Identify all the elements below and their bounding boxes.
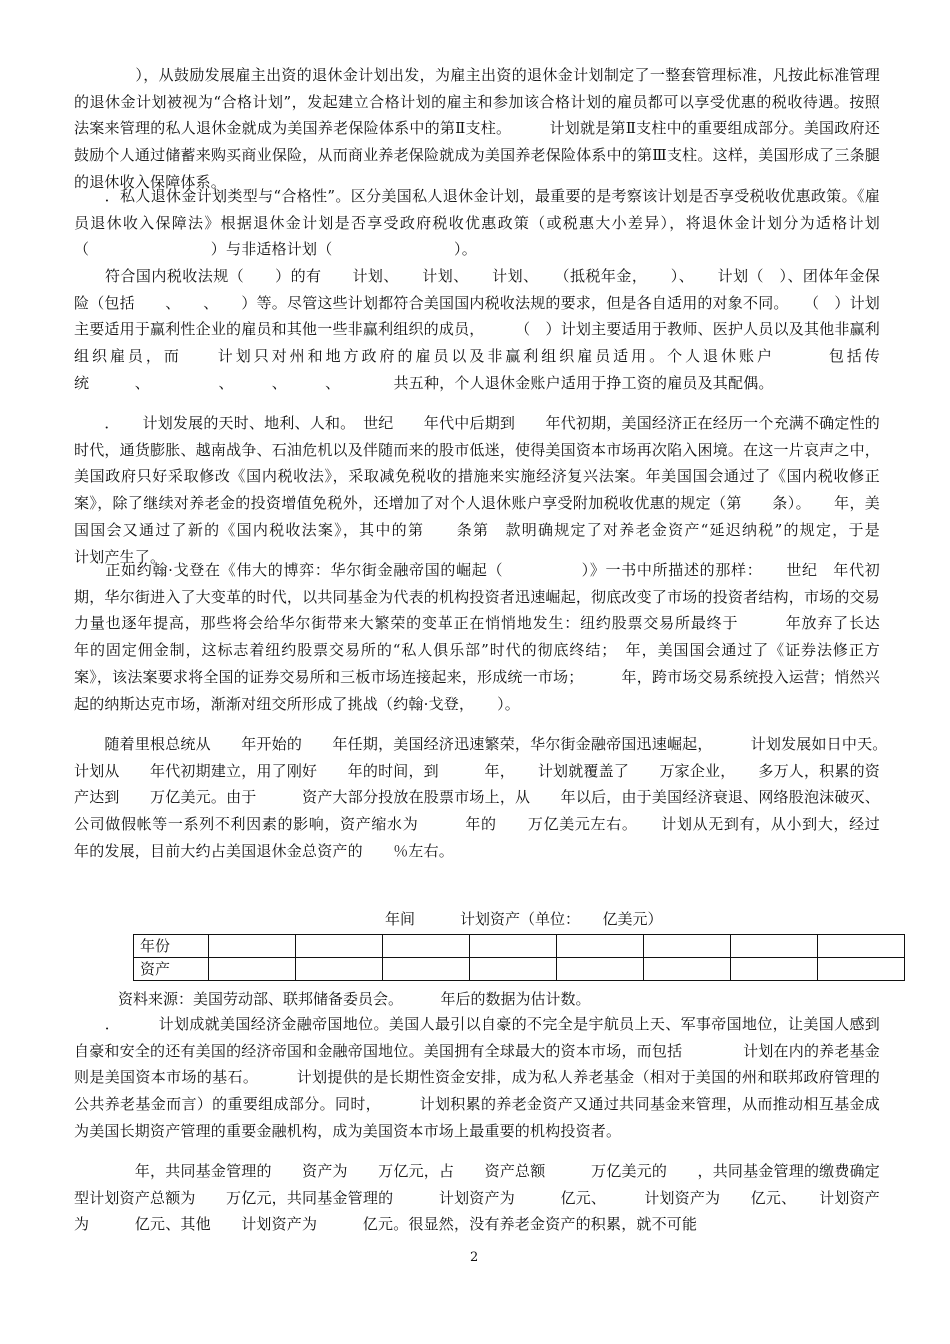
table-cell xyxy=(383,935,470,958)
table-cell xyxy=(731,935,818,958)
table-row xyxy=(134,958,905,981)
table-cell xyxy=(296,935,383,958)
paragraph-4: ． 计划发展的天时、地利、人和。 世纪 年代中后期到 年代初期，美国经济正在经历一个充满不确定性的时代，通货膨胀、越南战争、石油危机以及伴随而来的股市低迷，使得美国资本市场再次陷入困境。在这一片哀声之中，美国政府只好采取修改《国内税收法》，采取减免税收的措施来实施经济复兴法案。年美国国会通过了《国内税收修正案》，除了继续对养老金的投资增值免税外，还增加了对个人退休账户享受附加税收优惠的规定（第 条）。 年，美国国会又通过了新的《国内税收法案》，其中的第 条第 款明确规定了对养老金资产“延迟纳税”的规定，于是 计划产生了。 xyxy=(74,414,926,566)
paragraph-7: ． 计划成就美国经济金融帝国地位。美国人最引以自豪的不完全是宇航员上天、军事帝国地位，让美国人感到自豪和安全的还有美国的经济帝国和金融帝国地位。美国拥有全球最大的资本市场，而包括 计划在内的养老基金则是美国资本市场的基石。 计划提供的是长期性资金安排，成为私人养老基金（相对于美国的州和联邦政府管理的公共养老基金而言）的重要组成部分。同时， 计划积累的养老金资产又通过共同基金来管理，从而推动相互基金成为美国长期资产管理的重要金融机构，成为美国资本市场上最重要的机构投资者。 xyxy=(74,1015,880,1140)
table-row xyxy=(134,935,905,958)
paragraph-3: 符合国内税收法规（ ）的有 计划、 计划、 计划、 （抵税年金， ）、 计划（ ）、团体年金保险（包括 、 、 ）等。尽管这些计划都符合美国国内税收法规的要求，但是各自适用的对象不同。 （ ）计划主要适用于赢利性企业的雇员和其他一些非赢利组织的成员， （ ）计划主要适用于教师、医护人员以及其他非赢利组织雇员，而 计划只对州和地方政府的雇员以及非赢利组织雇员适用。个人退休账户 包括传统 、 、 、 、 共五种，个人退休金账户适用于挣工资的雇员及其配偶。 xyxy=(74,267,881,392)
table-cell xyxy=(644,935,731,958)
table-cell xyxy=(557,935,644,958)
paragraph-8: 年，共同基金管理的 资产为 万亿元，占 资产总额 万亿美元的 ，共同基金管理的缴费确定型计划资产总额为 万亿元，共同基金管理的 计划资产为 亿元、 计划资产为 亿元、 计划资产为 亿元、其他 计划资产为 亿元。很显然，没有养老金资产的积累，就不可能 xyxy=(74,1162,880,1234)
table-cell xyxy=(557,958,644,981)
table-source-note: 资料来源：美国劳动部、联邦储备委员会。 年后的数据为估计数。 xyxy=(118,990,591,1008)
table-cell xyxy=(818,935,905,958)
table-cell xyxy=(731,958,818,981)
table-cell xyxy=(383,958,470,981)
table-cell xyxy=(296,958,383,981)
table-cell xyxy=(644,958,731,981)
table-cell xyxy=(209,935,296,958)
table-row-label: 年份 xyxy=(134,935,209,958)
paragraph-5: 正如约翰·戈登在《伟大的博弈：华尔街金融帝国的崛起（ ）》一书中所描述的那样： 世纪 年代初期，华尔街进入了大变革的时代，以共同基金为代表的机构投资者迅速崛起，彻底改变了市场的投资者结构，市场的交易力量也逐年提高，那些将会给华尔街带来大繁荣的变革正在悄悄地发生：纽约股票交易所最终于 年放弃了长达 年的固定佣金制，这标志着纽约股票交易所的“私人俱乐部”时代的彻底终结； 年，美国国会通过了《证券法修正方案》，该法案要求将全国的证券交易所和三板市场连接起来，形成统一市场； 年，跨市场交易系统投入运营；悄然兴起的纳斯达克市场，渐渐对纽交所形成了挑战（约翰·戈登， ）。 xyxy=(74,561,926,713)
table-cell xyxy=(209,958,296,981)
page-number: 2 xyxy=(470,1250,479,1265)
table-caption: 年间 计划资产（单位： 亿美元） xyxy=(385,910,663,928)
table-cell xyxy=(470,935,557,958)
paragraph-2: ．私人退休金计划类型与“合格性”。区分美国私人退休金计划，最重要的是考察该计划是否享受税收优惠政策。《雇员退休收入保障法》根据退休金计划是否享受政府税收优惠政策（或税惠大小差异），将退休金计划分为适格计划（ ）与非适格计划（ ）。 xyxy=(74,187,880,259)
table-cell xyxy=(470,958,557,981)
assets-table xyxy=(133,934,905,981)
paragraph-1: ），从鼓励发展雇主出资的退休金计划出发，为雇主出资的退休金计划制定了一整套管理标准，凡按此标准管理的退休金计划被视为“合格计划”，发起建立合格计划的雇主和参加该合格计划的雇员都可以享受优惠的税收待遇。按照 法案来管理的私人退休金就成为美国养老保险体系中的第Ⅱ支柱。 计划就是第Ⅱ支柱中的重要组成部分。美国政府还鼓励个人通过储蓄来购买商业保险，从而商业养老保险就成为美国养老保险体系中的第Ⅲ支柱。这样，美国形成了三条腿的退休收入保障体系。 xyxy=(74,66,926,191)
table-row-label: 资产 xyxy=(134,958,209,981)
table-cell xyxy=(818,958,905,981)
paragraph-6: 随着里根总统从 年开始的 年任期，美国经济迅速繁荣，华尔街金融帝国迅速崛起， 计划发展如日中天。 计划从 年代初期建立，用了刚好 年的时间，到 年， 计划就覆盖了 万家企业， 多万人，积累的资产达到 万亿美元。由于 资产大部分投放在股票市场上，从 年以后，由于美国经济衰退、网络股泡沫破灭、公司做假帐等一系列不利因素的影响，资产缩水为 年的 万亿美元左右。 计划从无到有，从小到大，经过 年的发展，目前大约占美国退休金总资产的 ％左右。 xyxy=(74,735,911,860)
